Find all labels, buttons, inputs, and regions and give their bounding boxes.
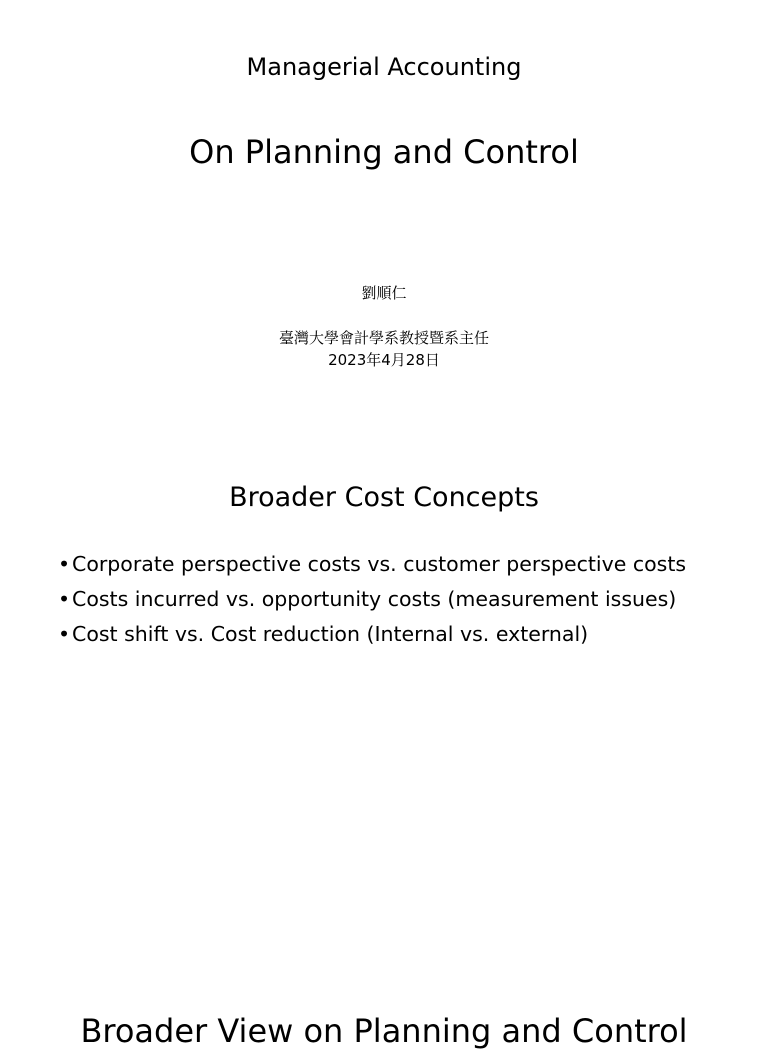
slide-heading: Broader Cost Concepts: [229, 482, 539, 513]
bullet-item: [58, 547, 686, 582]
slide-broader-view: [0, 980, 768, 1050]
bullet-icon: •: [58, 622, 71, 646]
bullet-list: [58, 547, 686, 652]
bullet-icon: •: [58, 552, 71, 576]
bullet-text: Costs incurred vs. opportunity costs (measurement issues): [72, 587, 677, 611]
bullet-text: Cost shift vs. Cost reduction (Internal vs. external): [72, 622, 589, 646]
slide-title-page: [0, 0, 768, 420]
bullet-item: [58, 617, 686, 652]
slide-broader-cost-concepts: [0, 420, 768, 980]
bullet-item: [58, 582, 686, 617]
author-affiliation: 臺灣大學會計學系教授暨系主任: [278, 329, 489, 347]
presentation-title: On Planning and Control: [189, 133, 579, 171]
bullet-text: Corporate perspective costs vs. customer perspective costs: [72, 552, 687, 576]
bullet-icon: •: [58, 587, 71, 611]
presentation-date: 2023年4月28日: [328, 351, 440, 369]
course-title: Managerial Accounting: [246, 53, 522, 81]
slide-heading: Broader View on Planning and Control: [80, 1012, 688, 1050]
author-name: 劉順仁: [361, 284, 407, 302]
